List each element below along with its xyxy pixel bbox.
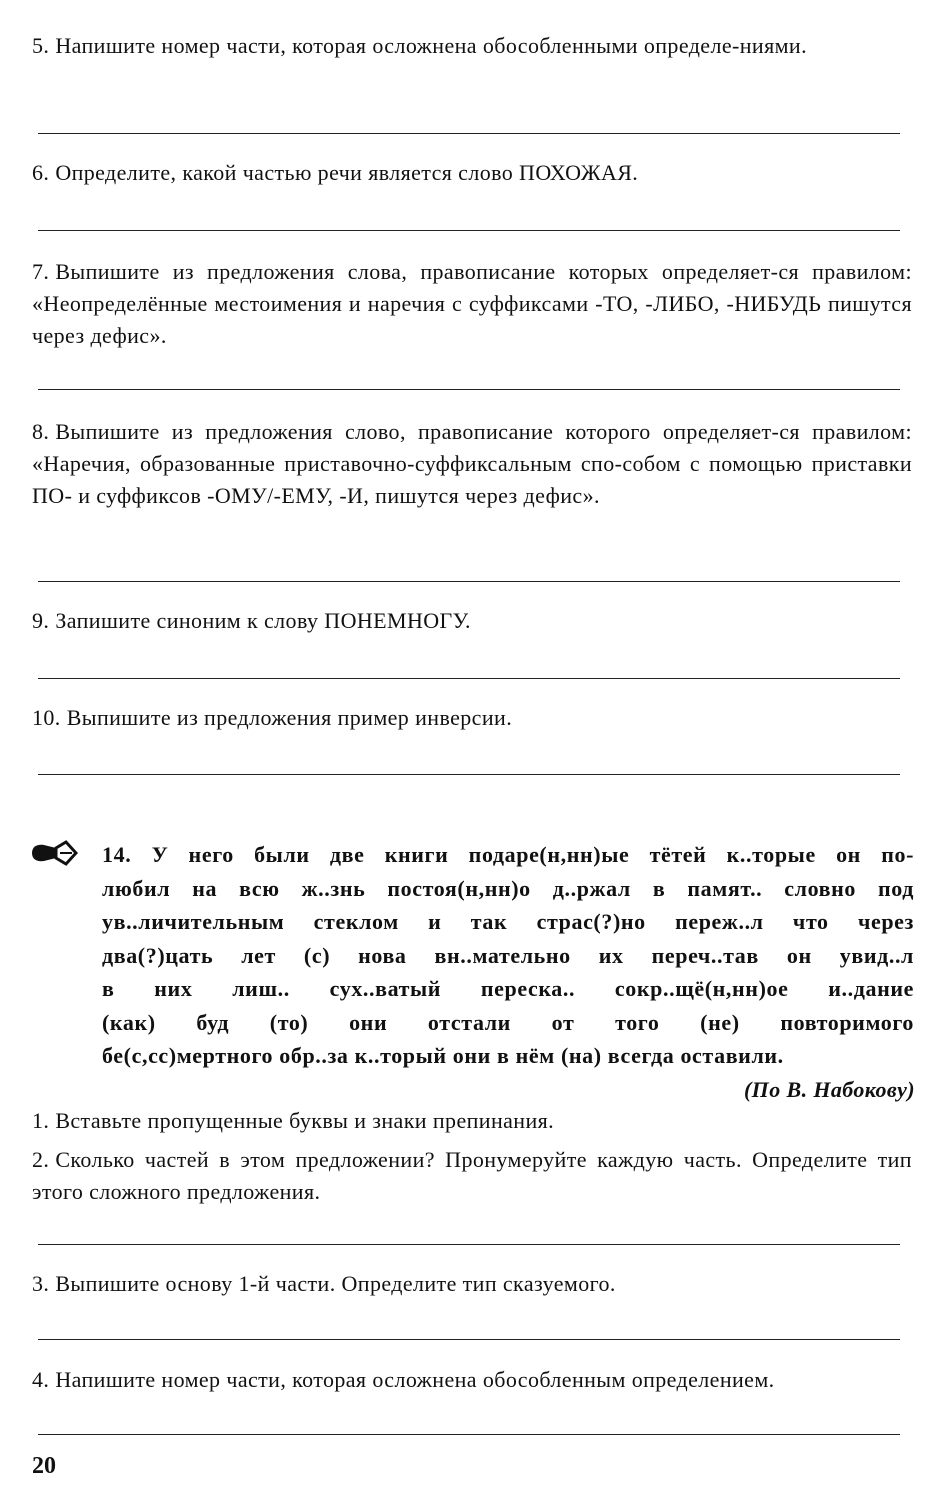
exercise-line: бе(с,сс)мертного обр..за к..торый они в нём (на) всегда оставили. [102, 1043, 784, 1068]
answer-line-task-b4[interactable] [38, 1434, 900, 1435]
task-text: Запишите синоним к слову ПОНЕМНОГУ. [55, 608, 471, 633]
exercise-line: любил на всю ж..знь постоя(н,нн)о д..ржал в памят.. словно под [102, 875, 914, 901]
answer-line-task-9[interactable] [38, 678, 900, 679]
task-text: Выпишите из предложения пример инверсии. [66, 705, 513, 730]
task-7 [32, 256, 912, 352]
exercise-line: ув..личительным стеклом и так страс(?)но переж..л что через [102, 909, 914, 934]
task-text: Выпишите из предложения слово, правописание которого определяет-ся правилом: «Наречия, образованные приставочно-суффиксальным спо-собом с помощью приставки ПО- и суффиксов -ОМУ/-ЕМУ, -И, пишутся через дефис». [32, 419, 912, 508]
task-text: Вставьте пропущенные буквы и знаки препинания. [55, 1108, 555, 1133]
task-9 [32, 605, 912, 637]
task-number: 8. [32, 419, 50, 444]
answer-line-task-8[interactable] [38, 581, 900, 582]
task-text: Выпишите из предложения слова, правописание которых определяет-ся правилом: «Неопределённые местоимения и наречия с суффиксами -ТО, -ЛИБО, -НИБУДЬ пишутся через дефис». [32, 259, 912, 348]
task-b4 [32, 1364, 912, 1396]
exercise-line-text: У него были две книги подаре(н,нн)ые тётей к..торые он по- [151, 842, 914, 867]
task-number: 6. [32, 160, 50, 185]
task-number: 10. [32, 705, 61, 730]
exercise-line [102, 838, 914, 872]
task-number: 2. [32, 1147, 50, 1172]
exercise-line: (как) буд (то) они отстали от того (не) повторимого [102, 1009, 914, 1035]
task-number: 4. [32, 1367, 50, 1392]
answer-line-task-10[interactable] [38, 774, 900, 775]
answer-line-task-b3[interactable] [38, 1339, 900, 1340]
answer-line-task-5[interactable] [38, 133, 900, 134]
answer-line-task-6[interactable] [38, 230, 900, 231]
task-6 [32, 157, 912, 189]
exercise-number: 14. [102, 842, 132, 867]
task-number: 9. [32, 608, 50, 633]
task-8 [32, 416, 912, 512]
page-number: 20 [32, 1453, 56, 1479]
exercise-line: в них лиш.. сух..ватый переска.. сокр..щё(н,нн)ое и..дание [102, 976, 914, 1001]
answer-line-task-b2[interactable] [38, 1244, 900, 1245]
pen-nib-icon [30, 840, 78, 866]
task-10 [32, 702, 912, 734]
exercise-source: (По В. Набокову) [743, 1077, 915, 1102]
task-text: Сколько частей в этом предложении? Пронумеруйте каждую часть. Определите тип этого сложного предложения. [32, 1147, 912, 1204]
task-b2 [32, 1144, 912, 1208]
task-number: 1. [32, 1108, 50, 1133]
task-number: 3. [32, 1271, 50, 1296]
task-number: 5. [32, 33, 50, 58]
task-b3 [32, 1268, 912, 1300]
task-number: 7. [32, 259, 50, 284]
answer-line-task-7[interactable] [38, 389, 900, 390]
task-text: Выпишите основу 1-й части. Определите тип сказуемого. [55, 1271, 616, 1296]
task-text: Определите, какой частью речи является слово ПОХОЖАЯ. [55, 160, 639, 185]
exercise-14 [102, 838, 914, 1073]
task-5 [32, 30, 912, 62]
task-text: Напишите номер части, которая осложнена обособленным определением. [55, 1367, 775, 1392]
task-text: Напишите номер части, которая осложнена обособленными определе-ниями. [55, 33, 807, 58]
exercise-line: два(?)цать лет (с) нова вн..мательно их переч..тав он увид..л [102, 942, 914, 968]
task-b1 [32, 1105, 912, 1137]
